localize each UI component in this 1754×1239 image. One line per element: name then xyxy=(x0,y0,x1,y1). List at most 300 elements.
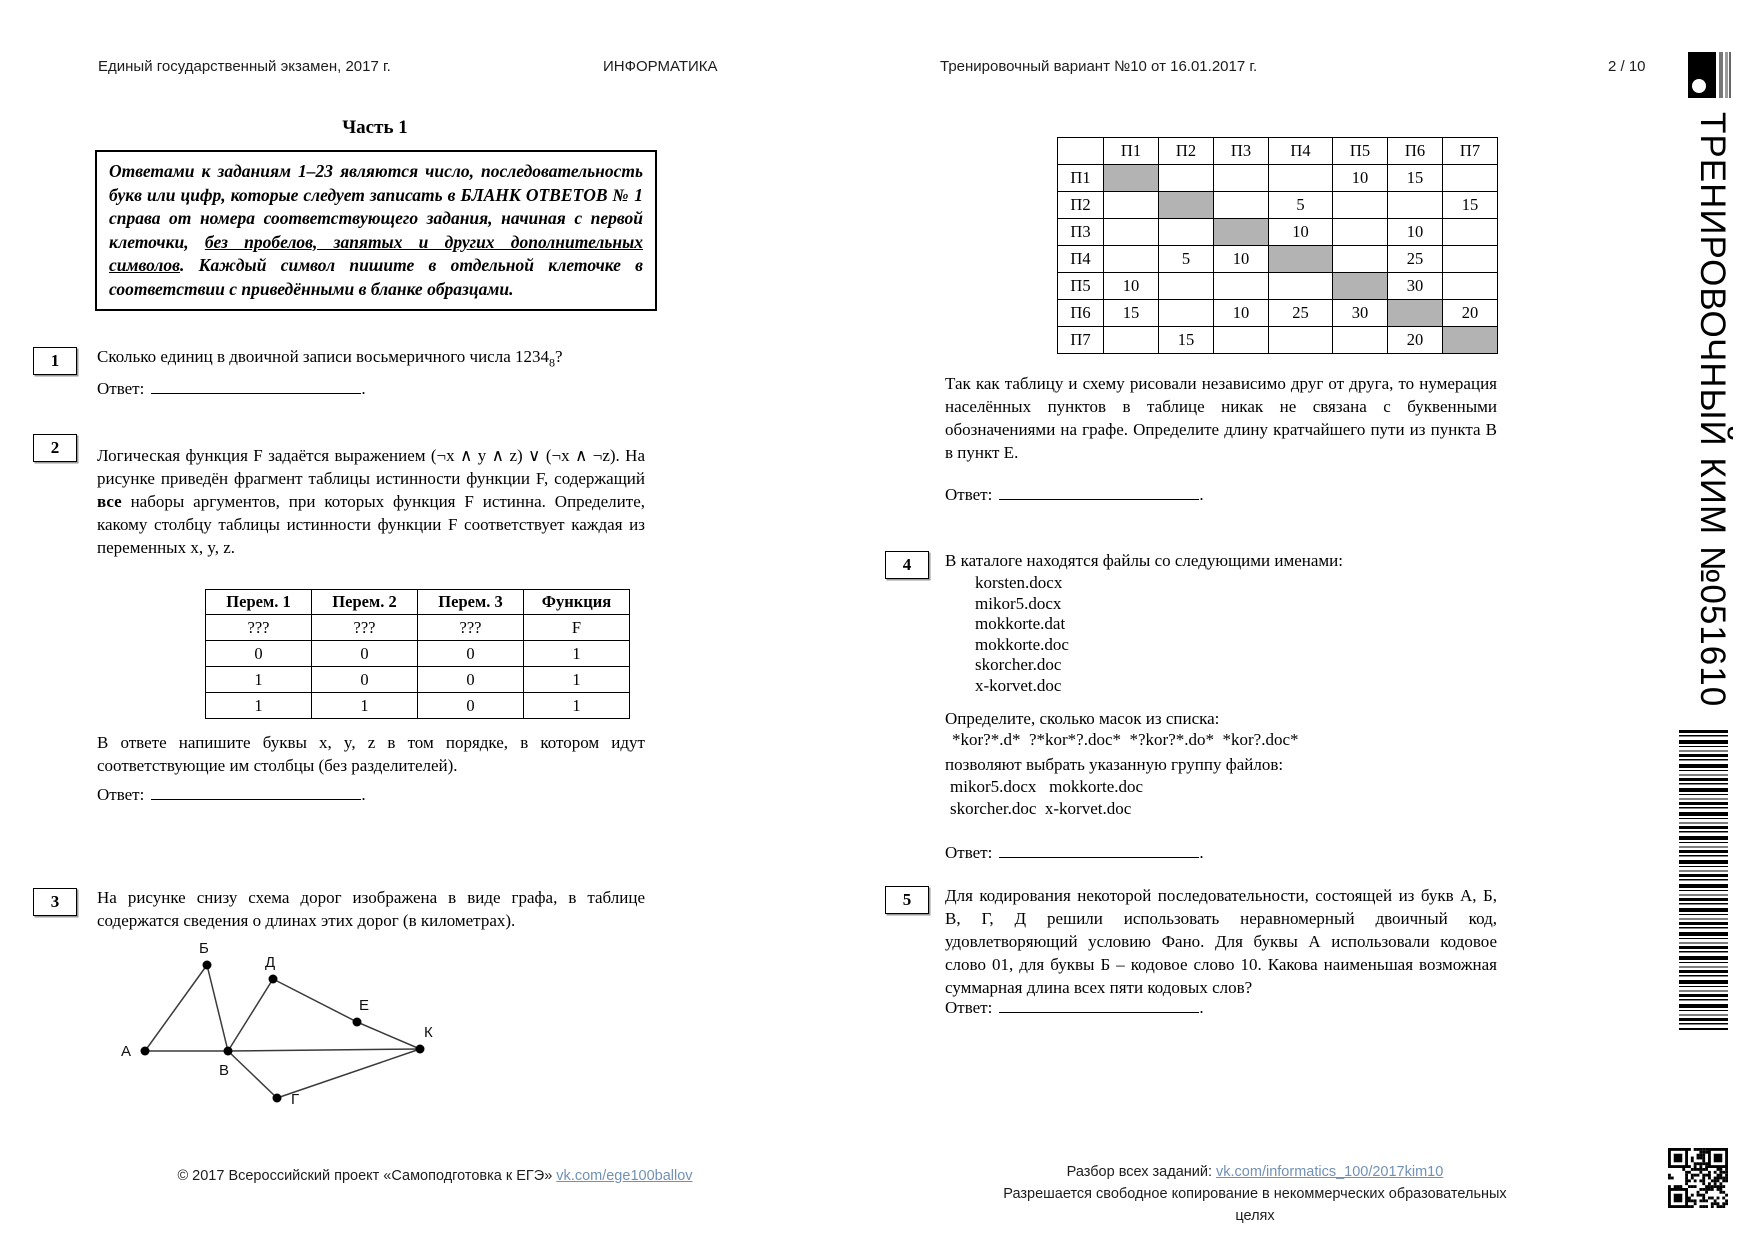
qr-module xyxy=(1719,1174,1722,1177)
table-cell: 1 xyxy=(524,641,630,667)
qr-module xyxy=(1702,1188,1705,1191)
table-cell: F xyxy=(524,615,630,641)
question3-answer-line xyxy=(945,485,1204,505)
graph-edge xyxy=(207,965,228,1051)
qr-module xyxy=(1719,1177,1722,1180)
qr-module xyxy=(1725,1148,1728,1168)
instruction-underlined: без пробелов, запятых и других дополнительных символов xyxy=(109,231,643,275)
qr-module xyxy=(1705,1185,1708,1188)
qr-module xyxy=(1702,1177,1705,1180)
table-cell: 0 xyxy=(312,667,418,693)
qr-module xyxy=(1691,1157,1694,1160)
qr-module xyxy=(1725,1179,1728,1182)
qr-module xyxy=(1688,1205,1691,1208)
qr-module xyxy=(1674,1185,1677,1188)
answer-period: . xyxy=(361,785,366,804)
table-cell xyxy=(1214,273,1269,300)
qr-module xyxy=(1711,1179,1714,1182)
qr-module xyxy=(1674,1154,1683,1163)
qr-module xyxy=(1688,1185,1691,1188)
table-cell: 15 xyxy=(1443,192,1498,219)
qr-module xyxy=(1719,1168,1722,1171)
qr-module xyxy=(1685,1171,1688,1174)
table-header-cell: П5 xyxy=(1333,138,1388,165)
qr-module xyxy=(1705,1174,1708,1177)
logo-stripe xyxy=(1725,52,1728,98)
qr-module xyxy=(1714,1182,1717,1185)
qr-module xyxy=(1711,1197,1714,1200)
exam-logo-icon xyxy=(1688,52,1732,98)
table-cell xyxy=(1214,327,1269,354)
qr-module xyxy=(1702,1174,1705,1177)
qr-module xyxy=(1697,1157,1700,1160)
masks-line: *kor?*.d* ?*kor*?.doc* *?kor?*.do* *kor?.doc* xyxy=(952,730,1299,749)
qr-module xyxy=(1685,1188,1688,1208)
qr-module xyxy=(1711,1188,1714,1191)
qr-module xyxy=(1699,1194,1702,1197)
qr-module xyxy=(1699,1165,1702,1168)
graph-node-label: Д xyxy=(265,954,276,971)
table-cell xyxy=(1104,165,1159,192)
qr-module xyxy=(1691,1205,1694,1208)
table-cell xyxy=(1269,246,1333,273)
qr-module xyxy=(1691,1185,1694,1188)
qr-module xyxy=(1699,1148,1702,1151)
table-cell xyxy=(1443,165,1498,192)
table-cell: 30 xyxy=(1388,273,1443,300)
qr-module xyxy=(1699,1157,1702,1160)
graph-edge xyxy=(357,1022,420,1049)
table-cell: 15 xyxy=(1104,300,1159,327)
question4-intro: В каталоге находятся файлы со следующими именами: xyxy=(945,551,1344,570)
qr-module xyxy=(1708,1171,1711,1174)
question5-number: 5 xyxy=(885,886,929,914)
answer-blank xyxy=(151,379,361,394)
qr-module xyxy=(1708,1185,1711,1188)
file-item: mikor5.docx xyxy=(975,593,1062,613)
question2-number: 2 xyxy=(33,434,77,462)
table-cell: 1 xyxy=(312,693,418,719)
table-cell: 1 xyxy=(524,667,630,693)
qr-module xyxy=(1722,1179,1725,1182)
qr-module xyxy=(1725,1194,1728,1197)
qr-module xyxy=(1694,1202,1697,1205)
qr-module xyxy=(1694,1174,1697,1177)
table-header-cell: Функция xyxy=(524,590,630,615)
qr-module xyxy=(1705,1168,1708,1171)
table-cell xyxy=(1104,192,1159,219)
qr-module xyxy=(1714,1177,1717,1180)
table-cell xyxy=(1214,165,1269,192)
qr-module xyxy=(1668,1188,1671,1208)
header-variant: Тренировочный вариант №10 от 16.01.2017 г. xyxy=(940,58,1258,75)
qr-module xyxy=(1688,1171,1691,1174)
table-cell xyxy=(1159,273,1214,300)
qr-module xyxy=(1708,1148,1728,1151)
table-cell: П2 xyxy=(1058,192,1104,219)
file-group-line: mikor5.docx mokkorte.doc xyxy=(950,777,1144,796)
table-header-cell: П6 xyxy=(1388,138,1443,165)
answer-period: . xyxy=(361,379,366,398)
qr-module xyxy=(1697,1162,1700,1165)
qr-module xyxy=(1719,1171,1722,1174)
instruction-box xyxy=(95,150,657,311)
table-cell: 25 xyxy=(1269,300,1333,327)
qr-module xyxy=(1668,1205,1688,1208)
table-cell: ??? xyxy=(312,615,418,641)
table-header-cell: П1 xyxy=(1104,138,1159,165)
file-item: korsten.docx xyxy=(975,573,1063,592)
qr-module xyxy=(1668,1165,1688,1168)
footer-copyright-text: © 2017 Всероссийский проект «Самоподготовка к ЕГЭ» xyxy=(177,1168,557,1184)
qr-module xyxy=(1711,1185,1714,1188)
table-cell xyxy=(1388,192,1443,219)
question2-bold-word: все xyxy=(97,492,122,511)
graph-edge xyxy=(228,979,273,1051)
table-cell: 10 xyxy=(1104,273,1159,300)
qr-module xyxy=(1685,1148,1688,1168)
footer-link-kim[interactable]: vk.com/informatics_100/2017kim10 xyxy=(1216,1164,1444,1180)
qr-module xyxy=(1699,1168,1702,1171)
qr-module xyxy=(1699,1154,1702,1157)
footer-license-note: Разрешается свободное копирование в некоммерческих образовательных целях xyxy=(1003,1186,1507,1224)
qr-module xyxy=(1705,1205,1708,1208)
answer-period: . xyxy=(1199,843,1204,862)
table-cell: П4 xyxy=(1058,246,1104,273)
table-cell: П5 xyxy=(1058,273,1104,300)
qr-module xyxy=(1697,1174,1700,1177)
qr-module xyxy=(1725,1171,1728,1174)
question1-text-tail: ? xyxy=(555,347,563,366)
qr-module xyxy=(1688,1165,1691,1168)
table-cell xyxy=(1333,219,1388,246)
logo-stripe xyxy=(1729,52,1731,98)
graph-edge xyxy=(145,965,207,1051)
footer-review-label: Разбор всех заданий: xyxy=(1066,1164,1217,1180)
vertical-watermark: ТРЕНИРОВОЧНЫЙ КИМ №051610 xyxy=(1693,112,1732,708)
qr-module xyxy=(1688,1197,1691,1200)
table-header-cell: П2 xyxy=(1159,138,1214,165)
qr-module xyxy=(1694,1179,1697,1182)
qr-module xyxy=(1668,1174,1671,1177)
qr-module xyxy=(1725,1199,1728,1202)
qr-module xyxy=(1697,1148,1700,1151)
table-cell: П6 xyxy=(1058,300,1104,327)
answer-period: . xyxy=(1199,998,1204,1017)
table-cell: П3 xyxy=(1058,219,1104,246)
qr-module xyxy=(1694,1199,1697,1202)
qr-module xyxy=(1722,1197,1725,1200)
qr-module xyxy=(1714,1185,1717,1188)
table-cell: 1 xyxy=(206,667,312,693)
footer-right xyxy=(1000,1161,1510,1227)
table-cell: 10 xyxy=(1214,300,1269,327)
qr-module xyxy=(1725,1202,1728,1205)
qr-module xyxy=(1711,1205,1714,1208)
qr-module xyxy=(1697,1191,1700,1194)
truth-table xyxy=(205,589,630,719)
table-cell xyxy=(1269,165,1333,192)
footer-link-ege100ballov[interactable]: vk.com/ege100ballov xyxy=(556,1168,693,1184)
footer-review-line xyxy=(1000,1161,1510,1183)
qr-module xyxy=(1685,1174,1688,1177)
footer-copyright xyxy=(130,1168,740,1184)
graph-node xyxy=(141,1047,150,1056)
table-header-cell: П7 xyxy=(1443,138,1498,165)
graph-node xyxy=(224,1047,233,1056)
question1-text xyxy=(97,345,645,374)
qr-module xyxy=(1722,1177,1725,1180)
instruction-text: . Каждый символ пишите в отдельной клеточке в соответствии с приведёнными в бланке образцами. xyxy=(109,255,643,299)
qr-module xyxy=(1717,1177,1720,1180)
qr-module xyxy=(1694,1185,1697,1188)
question1-text-main: Сколько единиц в двоичной записи восьмеричного числа 1234 xyxy=(97,347,550,366)
qr-code xyxy=(1668,1148,1728,1208)
table-cell xyxy=(1159,219,1214,246)
answer-period: . xyxy=(1199,485,1204,504)
qr-module xyxy=(1688,1148,1691,1151)
question2-answer-line xyxy=(97,785,366,805)
table-header-cell: Перем. 3 xyxy=(418,590,524,615)
question4-number: 4 xyxy=(885,551,929,579)
qr-module xyxy=(1711,1202,1714,1205)
qr-module xyxy=(1699,1179,1702,1182)
qr-module xyxy=(1691,1174,1694,1177)
answer-label: Ответ: xyxy=(945,485,993,504)
table-cell: 10 xyxy=(1333,165,1388,192)
qr-module xyxy=(1685,1177,1688,1180)
part-title: Часть 1 xyxy=(342,117,408,138)
file-list xyxy=(975,573,1069,696)
table-cell xyxy=(1104,219,1159,246)
qr-module xyxy=(1717,1174,1720,1177)
qr-module xyxy=(1717,1188,1720,1191)
table-header-cell: Перем. 2 xyxy=(312,590,418,615)
qr-module xyxy=(1717,1202,1720,1205)
table-cell: 10 xyxy=(1388,219,1443,246)
qr-module xyxy=(1697,1154,1700,1157)
qr-module xyxy=(1668,1185,1671,1188)
qr-module xyxy=(1699,1188,1702,1191)
question2-text-part2: наборы аргументов, при которых функция F истинна. Определите, какому столбцу таблицы истинности функции F соответствует каждая из переменных x, y, z. xyxy=(97,492,645,557)
qr-module xyxy=(1717,1197,1720,1200)
qr-module xyxy=(1705,1191,1708,1194)
question4-after-text: позволяют выбрать указанную группу файлов: xyxy=(945,755,1284,774)
answer-label: Ответ: xyxy=(945,998,993,1017)
instruction-blank-otvetov: БЛАНК ОТВЕТОВ № 1 xyxy=(460,184,643,205)
question1-answer-line xyxy=(97,379,366,399)
qr-module xyxy=(1691,1177,1694,1180)
qr-module xyxy=(1674,1194,1683,1203)
table-cell: П7 xyxy=(1058,327,1104,354)
qr-module xyxy=(1702,1199,1705,1202)
qr-module xyxy=(1722,1171,1725,1174)
qr-module xyxy=(1668,1148,1671,1168)
graph-node xyxy=(416,1045,425,1054)
table-cell: 0 xyxy=(418,667,524,693)
graph-node xyxy=(269,975,278,984)
qr-module xyxy=(1722,1202,1725,1205)
graph-node xyxy=(273,1094,282,1103)
table-cell xyxy=(1269,327,1333,354)
table-cell xyxy=(1443,327,1498,354)
file-item: mokkorte.dat xyxy=(975,614,1066,633)
table-cell: П1 xyxy=(1058,165,1104,192)
table-cell: 25 xyxy=(1388,246,1443,273)
question2-text-part1: Логическая функция F задаётся выражением (¬x ∧ y ∧ z) ∨ (¬x ∧ ¬z). На рисунке приведён фрагмент таблицы истинности функции F, содержащий xyxy=(97,446,645,488)
table-cell xyxy=(1388,300,1443,327)
qr-module xyxy=(1699,1171,1702,1174)
qr-module xyxy=(1702,1157,1705,1160)
qr-module xyxy=(1699,1162,1702,1165)
qr-module xyxy=(1668,1148,1688,1151)
qr-module xyxy=(1714,1179,1717,1182)
table-cell: 15 xyxy=(1159,327,1214,354)
graph-node-label: В xyxy=(219,1062,230,1079)
answer-blank xyxy=(999,998,1199,1013)
logo-stripe xyxy=(1719,52,1723,98)
question3-number: 3 xyxy=(33,888,77,916)
answer-label: Ответ: xyxy=(945,843,993,862)
question2-text xyxy=(97,444,645,559)
qr-module xyxy=(1671,1177,1674,1180)
table-header-cell: П4 xyxy=(1269,138,1333,165)
qr-module xyxy=(1691,1194,1694,1197)
question4-answer-line xyxy=(945,843,1204,863)
qr-module xyxy=(1708,1188,1711,1191)
qr-module xyxy=(1717,1179,1720,1182)
file-item: skorcher.doc xyxy=(975,655,1062,674)
table-cell xyxy=(1443,219,1498,246)
qr-module xyxy=(1708,1174,1711,1177)
qr-module xyxy=(1668,1188,1688,1191)
table-cell xyxy=(1104,327,1159,354)
qr-module xyxy=(1688,1179,1691,1182)
qr-module xyxy=(1705,1148,1708,1151)
file-item: x-korvet.doc xyxy=(975,675,1062,695)
qr-module xyxy=(1702,1205,1705,1208)
qr-module xyxy=(1694,1165,1697,1168)
qr-module xyxy=(1694,1168,1697,1171)
qr-module xyxy=(1705,1188,1708,1191)
qr-module xyxy=(1699,1199,1702,1202)
qr-module xyxy=(1702,1162,1705,1165)
question5-answer-line xyxy=(945,998,1204,1018)
table-cell xyxy=(1159,192,1214,219)
question3-text: На рисунке снизу схема дорог изображена в виде графа, в таблице содержатся сведения о длинах этих дорог (в километрах). xyxy=(97,888,645,930)
graph-node-label: А xyxy=(121,1043,132,1060)
table-cell xyxy=(1333,327,1388,354)
barcode xyxy=(1679,730,1728,1030)
qr-module xyxy=(1697,1168,1700,1171)
instruction-text: справа от номера соответствующего задания, начиная с первой клеточки, xyxy=(109,208,643,252)
graph-node xyxy=(353,1018,362,1027)
qr-module xyxy=(1719,1182,1722,1185)
qr-module xyxy=(1714,1199,1717,1202)
qr-module xyxy=(1708,1177,1711,1180)
table-cell xyxy=(1333,192,1388,219)
qr-module xyxy=(1694,1148,1697,1151)
qr-module xyxy=(1725,1177,1728,1180)
qr-module xyxy=(1717,1205,1720,1208)
qr-module xyxy=(1697,1194,1700,1197)
table-cell: 0 xyxy=(312,641,418,667)
qr-module xyxy=(1705,1162,1708,1165)
table-cell: 1 xyxy=(524,693,630,719)
logo-disc-icon xyxy=(1688,52,1716,98)
qr-module xyxy=(1702,1151,1705,1154)
table-cell: 5 xyxy=(1269,192,1333,219)
table-cell: 30 xyxy=(1333,300,1388,327)
page-number: 2 / 10 xyxy=(1608,58,1646,75)
table-cell: 10 xyxy=(1269,219,1333,246)
qr-module xyxy=(1691,1159,1694,1162)
instruction-text: Ответами к заданиям 1–23 являются число, последовательность букв или цифр, которые следует записать в xyxy=(109,161,643,205)
qr-module xyxy=(1668,1177,1671,1180)
qr-module xyxy=(1691,1168,1694,1171)
table-cell xyxy=(1159,165,1214,192)
table-header-cell xyxy=(1058,138,1104,165)
table-cell xyxy=(1443,273,1498,300)
file-item: mokkorte.doc xyxy=(975,634,1069,654)
qr-module xyxy=(1717,1185,1720,1188)
question1-base-subscript: 8 xyxy=(549,355,556,370)
qr-module xyxy=(1699,1151,1702,1154)
distance-table xyxy=(1057,137,1498,354)
table-cell xyxy=(1214,219,1269,246)
table-cell xyxy=(1104,246,1159,273)
table-cell: ??? xyxy=(206,615,312,641)
table-cell: ??? xyxy=(418,615,524,641)
qr-module xyxy=(1719,1185,1722,1188)
qr-module xyxy=(1719,1205,1722,1208)
qr-module xyxy=(1714,1202,1717,1205)
qr-module xyxy=(1679,1185,1682,1188)
question1-number: 1 xyxy=(33,347,77,375)
answer-blank xyxy=(151,785,361,800)
qr-module xyxy=(1691,1199,1694,1202)
table-cell xyxy=(1443,246,1498,273)
qr-module xyxy=(1714,1171,1717,1174)
graph-node-label: Е xyxy=(359,997,370,1014)
qr-module xyxy=(1682,1168,1685,1171)
table-cell: 20 xyxy=(1388,327,1443,354)
qr-module xyxy=(1725,1174,1728,1177)
answer-blank xyxy=(999,843,1199,858)
qr-module xyxy=(1677,1185,1680,1188)
table-cell xyxy=(1214,192,1269,219)
answer-label: Ответ: xyxy=(97,785,145,804)
table-cell: 0 xyxy=(418,693,524,719)
table-cell xyxy=(1333,273,1388,300)
qr-module xyxy=(1714,1154,1723,1163)
answer-blank xyxy=(999,485,1199,500)
qr-module xyxy=(1702,1159,1705,1162)
table-cell xyxy=(1269,273,1333,300)
table-cell: 10 xyxy=(1214,246,1269,273)
table-cell: 0 xyxy=(418,641,524,667)
table-cell: 15 xyxy=(1388,165,1443,192)
graph-edge xyxy=(228,1051,277,1098)
qr-module xyxy=(1708,1197,1711,1200)
qr-module xyxy=(1722,1185,1725,1188)
qr-module xyxy=(1705,1151,1708,1154)
question5-text: Для кодирования некоторой последовательности, состоящей из букв А, Б, В, Г, Д решили использовать неравномерный двоичный код, удовлетворяющий условию Фано. Для буквы А использовали кодовое слово 01, для буквы Б – кодовое слово 10. Какова наименьшая возможная суммарная длина всех пяти кодовых слов? xyxy=(945,886,1497,997)
table-cell: 5 xyxy=(1159,246,1214,273)
table-cell xyxy=(1333,246,1388,273)
qr-module xyxy=(1702,1168,1705,1171)
graph-node-label: Б xyxy=(199,940,209,957)
